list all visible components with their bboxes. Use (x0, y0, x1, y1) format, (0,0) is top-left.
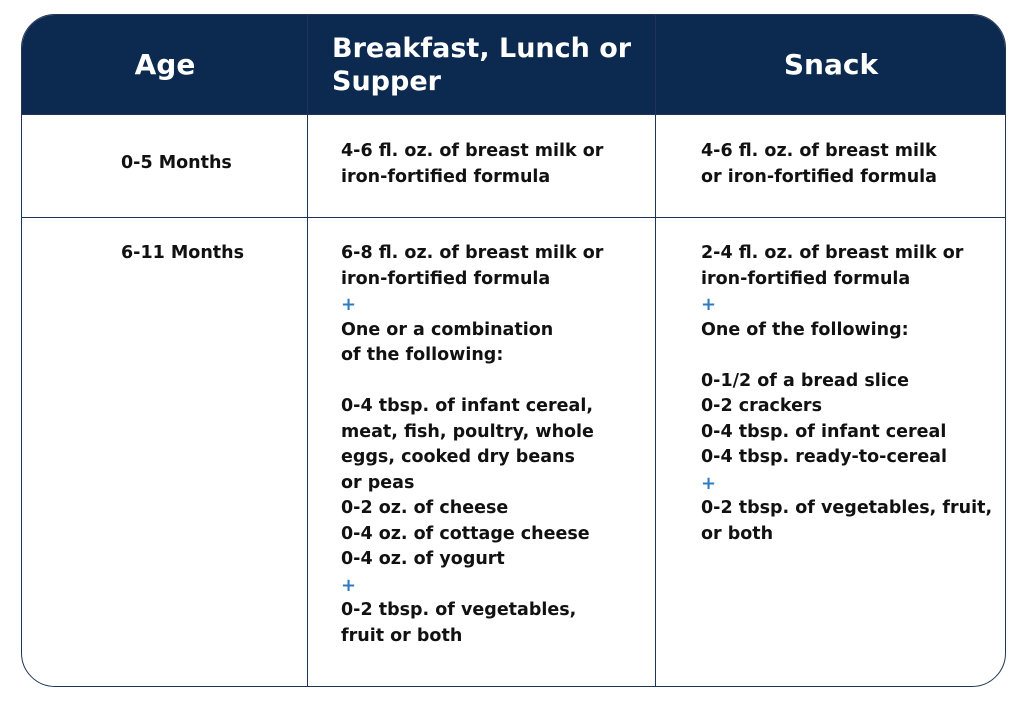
cell-line: 0-2 tbsp. of vegetables, (341, 600, 577, 620)
cell-line: or peas (341, 472, 415, 493)
plus-icon: + (341, 294, 357, 315)
row1-meal (308, 139, 656, 190)
spacer (701, 343, 1006, 369)
header-meal (308, 15, 656, 114)
cell-line: 0-2 crackers (701, 396, 822, 416)
header-age: Age (134, 48, 196, 81)
cell-line: 6-8 fl. oz. of breast milk or (341, 243, 604, 263)
row-divider (22, 114, 1005, 115)
cell-line: or iron-fortified formula (701, 166, 937, 187)
cell-line: of the following: (341, 345, 504, 365)
plus-icon: + (701, 294, 717, 315)
cell-line: or both (701, 523, 774, 544)
cell-line: 0-4 tbsp. of infant cereal, (341, 396, 594, 416)
cell-line: 0-4 oz. of cottage cheese (341, 523, 590, 544)
cell-line: 0-4 tbsp. ready-to-cereal (701, 447, 947, 467)
plus-icon: + (341, 574, 357, 596)
cell-line: iron-fortified formula (341, 268, 551, 289)
feeding-table (21, 14, 1006, 687)
cell-line: 0-1/2 of a bread slice (701, 370, 910, 391)
cell-line: iron-fortified formula (701, 268, 911, 289)
cell-line: 0-2 oz. of cheese (341, 498, 509, 518)
row2-meal (308, 241, 656, 649)
row1-snack (656, 139, 1006, 190)
cell-line: 4-6 fl. oz. of breast milk or (341, 141, 604, 161)
row2-snack (656, 241, 1006, 547)
header-meal-line1: Breakfast, Lunch or (332, 32, 632, 64)
cell-line: One of the following: (701, 319, 909, 340)
cell-line: eggs, cooked dry beans (341, 447, 575, 467)
header-snack: Snack (783, 48, 879, 81)
cell-line: meat, fish, poultry, whole (341, 421, 594, 442)
header-meal-line2: Supper (332, 65, 441, 97)
spacer (341, 369, 656, 395)
cell-line: 2-4 fl. oz. of breast milk or (701, 243, 964, 263)
row-divider (22, 217, 1005, 218)
row2-age: 6-11 Months (121, 243, 245, 263)
plus-icon: + (701, 472, 717, 494)
cell-line: fruit or both (341, 625, 463, 646)
cell-line: 0-4 tbsp. of infant cereal (701, 421, 947, 442)
cell-line: 4-6 fl. oz. of breast milk (701, 141, 937, 161)
cell-line: 0-2 tbsp. of vegetables, fruit, (701, 498, 993, 518)
cell-line: 0-4 oz. of yogurt (341, 549, 505, 569)
cell-line: iron-fortified formula (341, 166, 551, 187)
row1-age: 0-5 Months (121, 153, 232, 173)
table-header (22, 15, 1005, 114)
cell-line: One or a combination (341, 319, 554, 340)
